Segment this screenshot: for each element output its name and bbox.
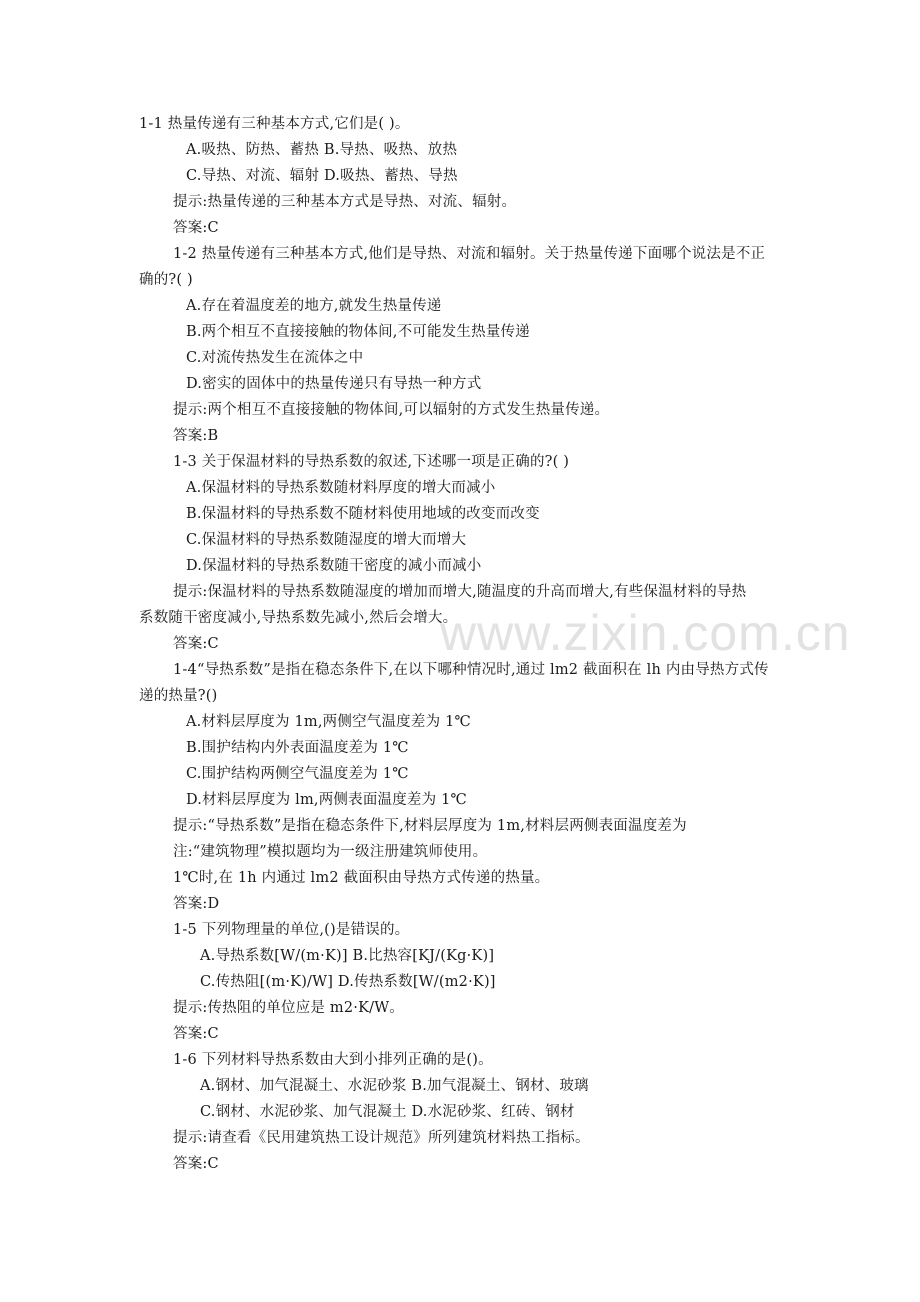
question-1-3-option-c: C.保温材料的导热系数随湿度的增大而增大 — [186, 532, 467, 548]
question-1-6-options-ab: A.钢材、加气混凝土、水泥砂浆 B.加气混凝土、钢材、玻璃 — [200, 1078, 589, 1094]
question-1-1-options-cd: C.导热、对流、辐射 D.吸热、蓄热、导热 — [186, 168, 458, 184]
question-1-4-option-d: D.材料层厚度为 lm,两侧表面温度差为 1℃ — [186, 792, 467, 808]
question-1-3-hint-cont: 系数随干密度减小,导热系数先减小,然后会增大。 — [139, 610, 458, 626]
question-1-2-option-a: A.存在着温度差的地方,就发生热量传递 — [186, 298, 442, 314]
question-1-2-hint: 提示:两个相互不直接接触的物体间,可以辐射的方式发生热量传递。 — [173, 402, 610, 418]
question-1-4-hint: 提示:“导热系数”是指在稳态条件下,材料层厚度为 1m,材料层两侧表面温度差为 — [173, 818, 687, 834]
question-1-6-stem: 1-6 下列材料导热系数由大到小排列正确的是()。 — [173, 1052, 493, 1068]
question-1-2-answer: 答案:B — [173, 428, 219, 444]
question-1-5-options-cd: C.传热阻[(m·K)/W] D.传热系数[W/(m2·K)] — [200, 974, 496, 990]
question-1-2-stem-cont: 确的?( ) — [139, 272, 193, 288]
question-1-3-hint: 提示:保温材料的导热系数随湿度的增加而增大,随温度的升高而增大,有些保温材料的导热 — [173, 584, 747, 600]
question-1-4-option-b: B.围护结构内外表面温度差为 1℃ — [186, 740, 409, 756]
question-1-4-stem-cont: 递的热量?() — [139, 688, 218, 704]
question-1-1-options-ab: A.吸热、防热、蓄热 B.导热、吸热、放热 — [186, 142, 458, 158]
question-1-5-hint: 提示:传热阻的单位应是 m2·K/W。 — [173, 1000, 404, 1016]
question-1-2-option-c: C.对流传热发生在流体之中 — [186, 350, 364, 366]
question-1-6-answer: 答案:C — [173, 1156, 219, 1172]
question-1-4-option-c: C.围护结构两侧空气温度差为 1℃ — [186, 766, 409, 782]
question-1-3-answer: 答案:C — [173, 636, 219, 652]
document-note: 注:“建筑物理”模拟题均为一级注册建筑师使用。 — [173, 844, 488, 860]
question-1-3-option-d: D.保温材料的导热系数随干密度的减小而减小 — [186, 558, 482, 574]
question-1-1-stem: 1-1 热量传递有三种基本方式,它们是( )。 — [139, 116, 410, 132]
question-1-2-stem: 1-2 热量传递有三种基本方式,他们是导热、对流和辐射。关于热量传递下面哪个说法是不正 — [173, 246, 766, 262]
watermark: www.zixin.com.cn — [440, 605, 851, 661]
question-1-6-hint: 提示:请查看《民用建筑热工设计规范》所列建筑材料热工指标。 — [173, 1130, 590, 1146]
question-1-6-options-cd: C.钢材、水泥砂浆、加气混凝土 D.水泥砂浆、红砖、钢材 — [200, 1104, 575, 1120]
question-1-5-answer: 答案:C — [173, 1026, 219, 1042]
question-1-5-stem: 1-5 下列物理量的单位,()是错误的。 — [173, 922, 410, 938]
question-1-2-option-d: D.密实的固体中的热量传递只有导热一种方式 — [186, 376, 482, 392]
question-1-2-option-b: B.两个相互不直接接触的物体间,不可能发生热量传递 — [186, 324, 530, 340]
question-1-3-option-a: A.保温材料的导热系数随材料厚度的增大而减小 — [186, 480, 496, 496]
question-1-5-options-ab: A.导热系数[W/(m·K)] B.比热容[KJ/(Kg·K)] — [200, 948, 495, 964]
question-1-4-option-a: A.材料层厚度为 1m,两侧空气温度差为 1℃ — [186, 714, 471, 730]
question-1-1-hint: 提示:热量传递的三种基本方式是导热、对流、辐射。 — [173, 194, 517, 210]
question-1-3-option-b: B.保温材料的导热系数不随材料使用地域的改变而改变 — [186, 506, 540, 522]
question-1-4-stem: 1-4“导热系数”是指在稳态条件下,在以下哪种情况时,通过 lm2 截面积在 lh 内由导热方式传 — [173, 662, 769, 678]
question-1-3-stem: 1-3 关于保温材料的导热系数的叙述,下述哪一项是正确的?( ) — [173, 454, 570, 470]
question-1-4-hint-cont: 1℃时,在 1h 内通过 lm2 截面积由导热方式传递的热量。 — [173, 870, 550, 886]
question-1-1-answer: 答案:C — [173, 220, 219, 236]
question-1-4-answer: 答案:D — [173, 896, 220, 912]
